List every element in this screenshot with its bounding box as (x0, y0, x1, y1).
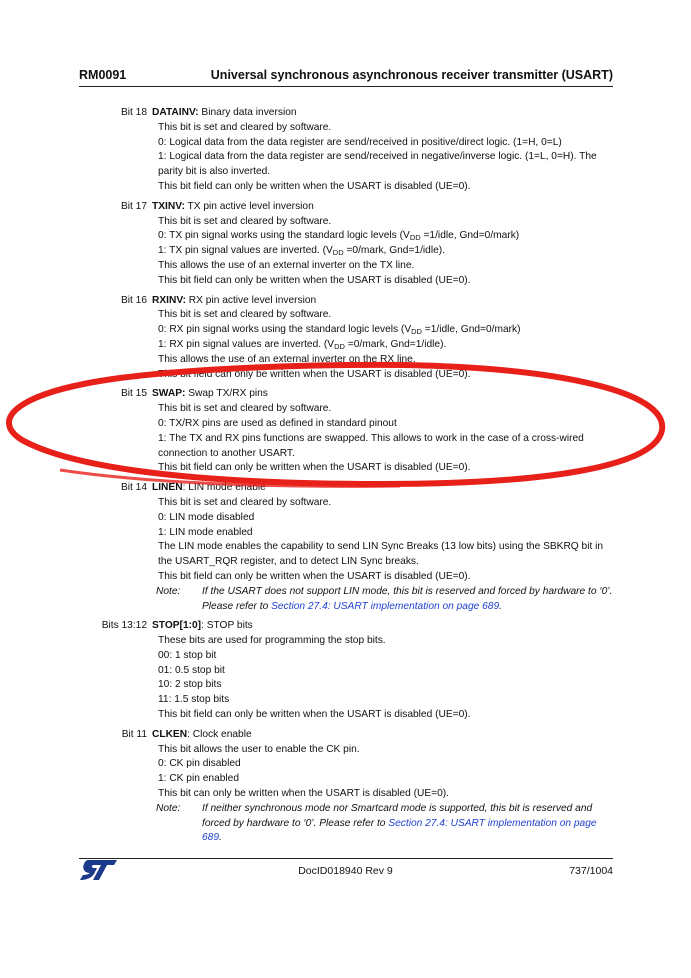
section-title: Universal synchronous asynchronous receiver transmitter (USART) (210, 68, 613, 82)
description-line: 1: CK pin enabled (158, 773, 239, 785)
note-label: Note: (156, 585, 181, 597)
bit-description (0, 481, 691, 585)
description-line: 1: TX pin signal values are inverted. ($V_{DD}$ =0/mark, Gnd=1/idle). (158, 245, 445, 258)
page-number: 737/1004 (569, 865, 613, 877)
description-line: This bit is set and cleared by software. (158, 309, 332, 321)
bit-label: Bits 13:12 (101, 620, 147, 632)
footer-rule (79, 858, 613, 859)
bit-field-name: TXINV: (152, 200, 185, 212)
bit-entry (0, 200, 691, 289)
description-line: These bits are used for programming the stop bits. (158, 635, 386, 647)
description-line: 1: The TX and RX pins functions are swapped. This allows to work in the case of a cross-wired connection to another USART. (158, 432, 584, 459)
bit-title (152, 106, 297, 121)
description-line: This allows the use of an external inverter on the TX line. (158, 259, 415, 271)
description-line: 10: 2 stop bits (158, 679, 222, 691)
note-end: . (219, 832, 222, 844)
bit-field-title: : Clock enable (187, 728, 252, 740)
bit-label: Bit 11 (121, 728, 147, 740)
bit-title (152, 387, 268, 402)
description-line: This bit is set and cleared by software. (158, 215, 332, 227)
description-line: This bit field can only be written when the USART is disabled (UE=0). (158, 180, 471, 192)
description-line: 0: LIN mode disabled (158, 511, 255, 523)
description-line: This bit field can only be written when the USART is disabled (UE=0). (158, 368, 471, 380)
section-link[interactable]: Section 27.4: USART implementation on page 689 (202, 817, 597, 844)
bit-title (152, 200, 314, 215)
note-text: If the USART does not support LIN mode, this bit is reserved and forced by hardware to ‘0’. Please refer to (202, 585, 613, 612)
register-bit-descriptions (0, 106, 691, 851)
description-line: This bit field can only be written when the USART is disabled (UE=0). (158, 462, 471, 474)
description-line: 0: TX/RX pins are used as defined in standard pinout (158, 417, 397, 429)
description-line: This bit field can only be written when the USART is disabled (UE=0). (158, 709, 471, 721)
description-line: This bit can only be written when the USART is disabled (UE=0). (158, 788, 449, 800)
doc-id: RM0091 (79, 68, 127, 82)
header-rule (79, 86, 613, 87)
bit-field-name: SWAP: (152, 388, 186, 400)
bit-field-name: STOP[1:0] (152, 620, 202, 632)
bit-entry (0, 728, 691, 846)
section-link[interactable]: Section 27.4: USART implementation on page 689 (271, 600, 500, 612)
bit-label: Bit 15 (120, 388, 147, 400)
bit-title (152, 728, 252, 743)
bit-entry (0, 106, 691, 195)
bit-field-title: : LIN mode enable (182, 482, 266, 494)
bit-field-title: Swap TX/RX pins (185, 388, 268, 400)
bit-label: Bit 17 (120, 200, 147, 212)
description-line: 1: RX pin signal values are inverted. ($V_{DD}$ =0/mark, Gnd=1/idle). (158, 338, 447, 351)
description-line: 0: TX pin signal works using the standard logic levels ($V_{DD}$ =1/idle, Gnd=0/mark) (158, 230, 520, 243)
description-line: This bit is set and cleared by software. (158, 403, 332, 415)
bit-description (0, 619, 691, 723)
bit-entry (0, 619, 691, 723)
bit-field-title: RX pin active level inversion (185, 294, 317, 306)
bit-label: Bit 14 (120, 482, 147, 494)
bit-field-name: CLKEN (152, 728, 188, 740)
bit-field-name: RXINV: (152, 294, 186, 306)
bit-field-name: LINEN (152, 482, 183, 494)
description-line: This bit allows the user to enable the CK pin. (158, 743, 360, 755)
description-line: 0: CK pin disabled (158, 758, 241, 770)
note (0, 585, 691, 615)
footer-doc-ref: DocID018940 Rev 9 (298, 865, 393, 877)
note-text: If neither synchronous mode nor Smartcard mode is supported, this bit is reserved and forced by hardware to ‘0’. Please refer to (202, 802, 593, 829)
bit-field-name: DATAINV: (152, 107, 199, 118)
bit-entry (0, 294, 691, 383)
bit-title (152, 619, 253, 634)
description-line: 01: 0.5 stop bit (158, 664, 225, 676)
note (0, 802, 691, 846)
description-line: 1: LIN mode enabled (158, 526, 253, 538)
bit-title (152, 294, 316, 309)
description-line: This bit field can only be written when the USART is disabled (UE=0). (158, 274, 471, 286)
bit-entry (0, 481, 691, 614)
description-line: 0: Logical data from the data register are send/received in positive/direct logic. (1=H, 0=L) (158, 136, 562, 148)
description-line: The LIN mode enables the capability to send LIN Sync Breaks (13 low bits) using the SBKRQ bit in the USART_RQR register, and to detect LIN Sync breaks. (158, 541, 604, 568)
description-line: 11: 1.5 stop bits (158, 694, 230, 706)
description-line: 00: 1 stop bit (158, 649, 217, 661)
description-line: 1: Logical data from the data register are send/received in negative/inverse logic. (1=L, 0=H). The parity bit is also inverted. (158, 151, 597, 178)
bit-label: Bit 18 (120, 107, 147, 118)
bit-entry (0, 387, 691, 476)
bit-field-title: : STOP bits (201, 620, 253, 632)
note-label: Note: (156, 802, 181, 814)
note-end: . (499, 600, 502, 612)
description-line: This bit field can only be written when the USART is disabled (UE=0). (158, 570, 471, 582)
description-line: This bit is set and cleared by software. (158, 496, 332, 508)
bit-field-title: Binary data inversion (198, 107, 297, 118)
bit-title (152, 481, 266, 496)
description-line: 0: RX pin signal works using the standard logic levels ($V_{DD}$ =1/idle, Gnd=0/mark) (158, 324, 521, 337)
description-line: This bit is set and cleared by software. (158, 121, 332, 133)
bit-field-title: TX pin active level inversion (184, 200, 314, 212)
description-line: This allows the use of an external inverter on the RX line. (158, 353, 416, 365)
bit-label: Bit 16 (120, 294, 147, 306)
